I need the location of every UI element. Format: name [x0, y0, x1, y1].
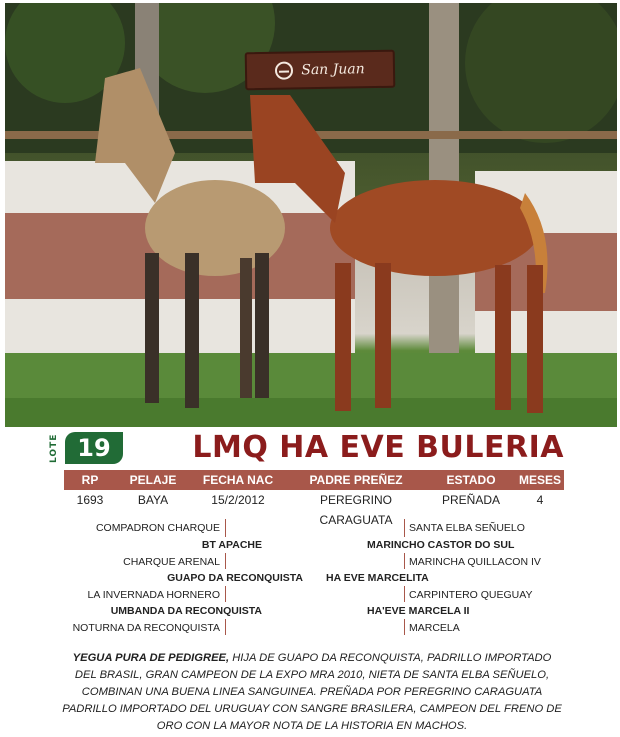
pedigree-dam: HA EVE MARCELITA [326, 572, 429, 584]
description-text [62, 650, 562, 735]
pedigree-line [404, 619, 405, 635]
value-pelaje: BAYA [137, 493, 169, 507]
lote-label: LOTE [49, 433, 59, 463]
pedigree-dds: CARPINTERO QUEGUAY [409, 589, 533, 601]
header-meses: MESES [518, 473, 561, 487]
lote-number: 19 [65, 432, 123, 464]
pedigree-ds: MARINCHO CASTOR DO SUL [367, 539, 515, 551]
pedigree-line [404, 553, 405, 569]
pedigree-sd: UMBANDA DA RECONQUISTA [110, 605, 262, 617]
pedigree-line [225, 586, 226, 602]
horses-photo [5, 3, 617, 427]
brand-name: San Juan [301, 61, 365, 79]
value-rp: 1693 [76, 493, 104, 507]
pedigree-line [225, 619, 226, 635]
pedigree-sds: LA INVERNADA HORNERO [87, 589, 220, 601]
pedigree-dss: SANTA ELBA SEÑUELO [409, 522, 525, 534]
pedigree-line [225, 519, 226, 537]
pedigree-line [225, 553, 226, 569]
header-estado: ESTADO [446, 473, 496, 487]
value-estado: PREÑADA [441, 493, 500, 507]
pedigree-sire: GUAPO DA RECONQUISTA [167, 572, 303, 584]
header-padre-prenez: PADRE PREÑEZ [309, 473, 403, 487]
data-table-header [64, 470, 564, 490]
description-body: HIJA DE GUAPO DA RECONQUISTA, PADRILLO IMPORTADO DEL BRASIL, GRAN CAMPEON DE LA EXPO MRA 2010, NIETA DE SANTA ELBA SEÑUELO, COMBINAN UNA BUENA LINEA SANGUINEA. PREÑADA POR PEREGRINO CARAGUATA PADRILLO IMPORTADO DEL URUGUAY CON SANGRE BRASILERA, CAMPEON DEL FRENO DE ORO CON LA MAYOR NOTA DE LA HISTORIA EN MACHOS. [62, 652, 562, 732]
pedigree-dd: HA'EVE MARCELA II [367, 605, 470, 617]
header-rp: RP [81, 473, 99, 487]
header-pelaje: PELAJE [129, 473, 177, 487]
description-lead: YEGUA PURA DE PEDIGREE, [72, 652, 230, 664]
brand-seal-icon [275, 61, 293, 79]
brand-sign [245, 50, 396, 91]
pedigree-dsd: MARINCHA QUILLACON IV [409, 556, 541, 568]
pedigree-sdd: NOTURNA DA RECONQUISTA [72, 622, 220, 634]
header-fecha-nac: FECHA NAC [202, 473, 274, 487]
horse-name-title: LMQ HA EVE BULERIA [192, 430, 564, 465]
value-fecha-nac: 15/2/2012 [211, 493, 265, 507]
pedigree-line [404, 519, 405, 537]
data-table-row [64, 490, 564, 527]
pedigree-sss: COMPADRON CHARQUE [95, 522, 220, 534]
pedigree-ssd: CHARQUE ARENAL [123, 556, 220, 568]
value-meses: 4 [536, 493, 544, 507]
pedigree-ss: BT APACHE [201, 539, 262, 551]
pedigree-line [404, 586, 405, 602]
value-padre-prenez: PEREGRINO CARAGUATA [319, 493, 393, 527]
pedigree-ddd: MARCELA [409, 622, 460, 634]
